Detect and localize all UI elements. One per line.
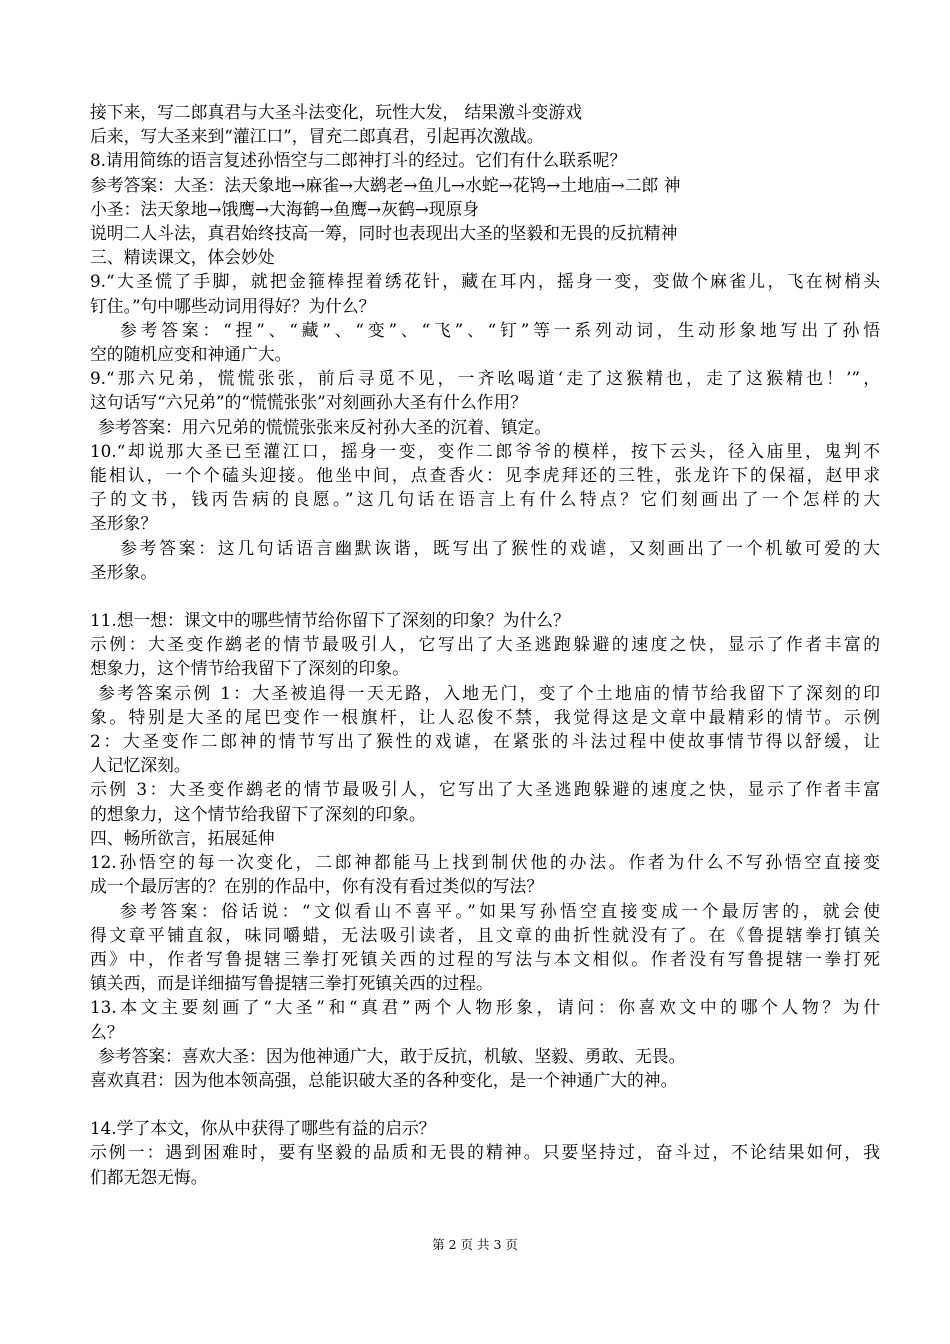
question-10-cont: 子的文书，钱丙告病的良愿。”这几句话在语言上有什么特点？它们刻画出了一个怎样的大 xyxy=(90,489,880,510)
example-11: 示例：大圣变作鹚老的情节最吸引人，它写出了大圣逃跑躲避的速度之快，显示了作者丰富的 xyxy=(90,634,880,655)
answer-13-cont: 喜欢真君：因为他本领高强，总能识破大圣的各种变化，是一个神通广大的神。 xyxy=(90,1069,678,1090)
answer-11: 参考答案示例 1：大圣被追得一天无路，入地无门，变了个土地庙的情节给我留下了深刻的印 xyxy=(98,682,880,703)
answer-line: 说明二人斗法，真君始终技高一筹，同时也表现出大圣的坚毅和无畏的反抗精神 xyxy=(90,223,678,244)
answer-13: 参考答案：喜欢大圣：因为他神通广大，敢于反抗，机敏、坚毅、勇敢、无畏。 xyxy=(98,1045,686,1066)
answer-9b: 参考答案：用六兄弟的慌慌张张来反衬孙大圣的沉着、镇定。 xyxy=(98,416,552,437)
section-heading-3: 三、精读课文，体会妙处 xyxy=(90,247,275,268)
text-line: 接下来，写二郎真君与大圣斗法变化，玩性大发， 结果激斗变游戏 xyxy=(90,102,582,122)
example-14: 示例一：遇到困难时，要有坚毅的品质和无畏的精神。只要坚持过，奋斗过，不论结果如何，我 xyxy=(90,1142,880,1163)
question-11: 11.想一想：课文中的哪些情节给你留下了深刻的印象？为什么？ xyxy=(90,610,570,631)
blank-line xyxy=(90,584,880,608)
question-13: 13.本文主要刻画了“大圣”和“真君”两个人物形象，请问：你喜欢文中的哪个人物？为什 xyxy=(90,997,880,1018)
answer-11-example-3: 示例 3：大圣变作鹚老的情节最吸引人，它写出了大圣逃跑躲避的速度之快，显示了作者丰富 xyxy=(90,779,880,800)
question-10-cont: 能相认，一个个磕头迎接。他坐中间，点查香火：见李虎拜还的三牲，张龙许下的保福，赵甲求 xyxy=(90,465,880,486)
question-9b-cont: 这句话写“六兄弟”的“慌慌张张”对刻画孙大圣有什么作用？ xyxy=(90,392,528,413)
example-11-cont: 想象力，这个情节给我留下了深刻的印象。 xyxy=(90,658,409,679)
answer-9a-cont: 空的随机应变和神通广大。 xyxy=(90,344,292,365)
answer-12-cont: 西》中，作者写鲁提辖三拳打死镇关西的过程的写法与本文相似。作者没有写鲁提辖一拳打死 xyxy=(90,948,880,969)
answer-line: 参考答案：大圣：法天象地→麻雀→大鹚老→鱼儿→水蛇→花鸨→土地庙→二郎 神 xyxy=(90,174,681,195)
question-10: 10.“却说那大圣已至灌江口，摇身一变，变作二郎爷爷的模样，按下云头，径入庙里，鬼判不 xyxy=(90,440,880,461)
answer-11-cont: 象。特别是大圣的尾巴变作一根旗杆，让人忍俊不禁，我觉得这是文章中最精彩的情节。示例 xyxy=(90,706,880,727)
answer-12-cont: 得文章平铺直叙，味同嚼蜡，无法吸引读者，且文章的曲折性就没有了。在《鲁提辖拳打镇关 xyxy=(90,924,880,945)
question-9a: 9.“大圣慌了手脚，就把金箍棒捏着绣花针，藏在耳内，摇身一变，变做个麻雀儿，飞在树梢头 xyxy=(90,271,880,292)
answer-12: 参考答案：俗话说：“文似看山不喜平。”如果写孙悟空直接变成一个最厉害的，就会使 xyxy=(120,900,880,921)
example-14-cont: 们都无怨无悔。 xyxy=(90,1166,208,1187)
document-body xyxy=(90,100,880,1189)
section-heading-4: 四、畅所欲言，拓展延伸 xyxy=(90,827,275,848)
answer-10-cont: 圣形象。 xyxy=(90,561,158,582)
page-footer: 第 2 页 共 3 页 xyxy=(432,1237,518,1252)
answer-10: 参考答案：这几句话语言幽默诙谐，既写出了猴性的戏谑，又刻画出了一个机敏可爱的大 xyxy=(120,537,880,558)
text-line: 后来，写大圣来到“灌江口”，冒充二郎真君，引起再次激战。 xyxy=(90,126,544,147)
answer-11-cont: 人记忆深刻。 xyxy=(90,755,191,776)
question-12: 12.孙悟空的每一次变化，二郎神都能马上找到制伏他的办法。作者为什么不写孙悟空直接变 xyxy=(90,852,880,873)
question-8: 8.请用简练的语言复述孙悟空与二郎神打斗的经过。它们有什么联系呢？ xyxy=(90,150,627,171)
question-13-cont: 么？ xyxy=(90,1021,124,1042)
answer-12-cont: 镇关西，而是详细描写鲁提辖三拳打死镇关西的过程。 xyxy=(90,973,493,994)
answer-9a: 参考答案：“捏”、“藏”、“变”、“飞”、“钉”等一系列动词，生动形象地写出了孙悟 xyxy=(120,319,880,340)
answer-line: 小圣：法天象地→饿鹰→大海鹤→鱼鹰→灰鹤→现原身 xyxy=(90,198,480,219)
question-12-cont: 成一个最厉害的？在别的作品中，你有没有看过类似的写法？ xyxy=(90,876,544,897)
answer-11-example-3-cont: 的想象力，这个情节给我留下了深刻的印象。 xyxy=(90,803,426,824)
question-10-cont: 圣形象？ xyxy=(90,513,158,534)
question-9a-cont: 钉住。”句中哪些动词用得好？为什么？ xyxy=(90,295,376,316)
answer-11-cont: 2：大圣变作二郎神的情节写出了猴性的戏谑，在紧张的斗法过程中使故事情节得以舒缓，让 xyxy=(90,731,880,752)
question-14: 14.学了本文，你从中获得了哪些有益的启示？ xyxy=(90,1118,436,1139)
question-9b: 9.“那六兄弟，慌慌张张，前后寻觅不见，一齐吆喝道‘走了这猴精也，走了这猴精也！’”， xyxy=(90,368,880,389)
blank-line xyxy=(90,1092,880,1116)
